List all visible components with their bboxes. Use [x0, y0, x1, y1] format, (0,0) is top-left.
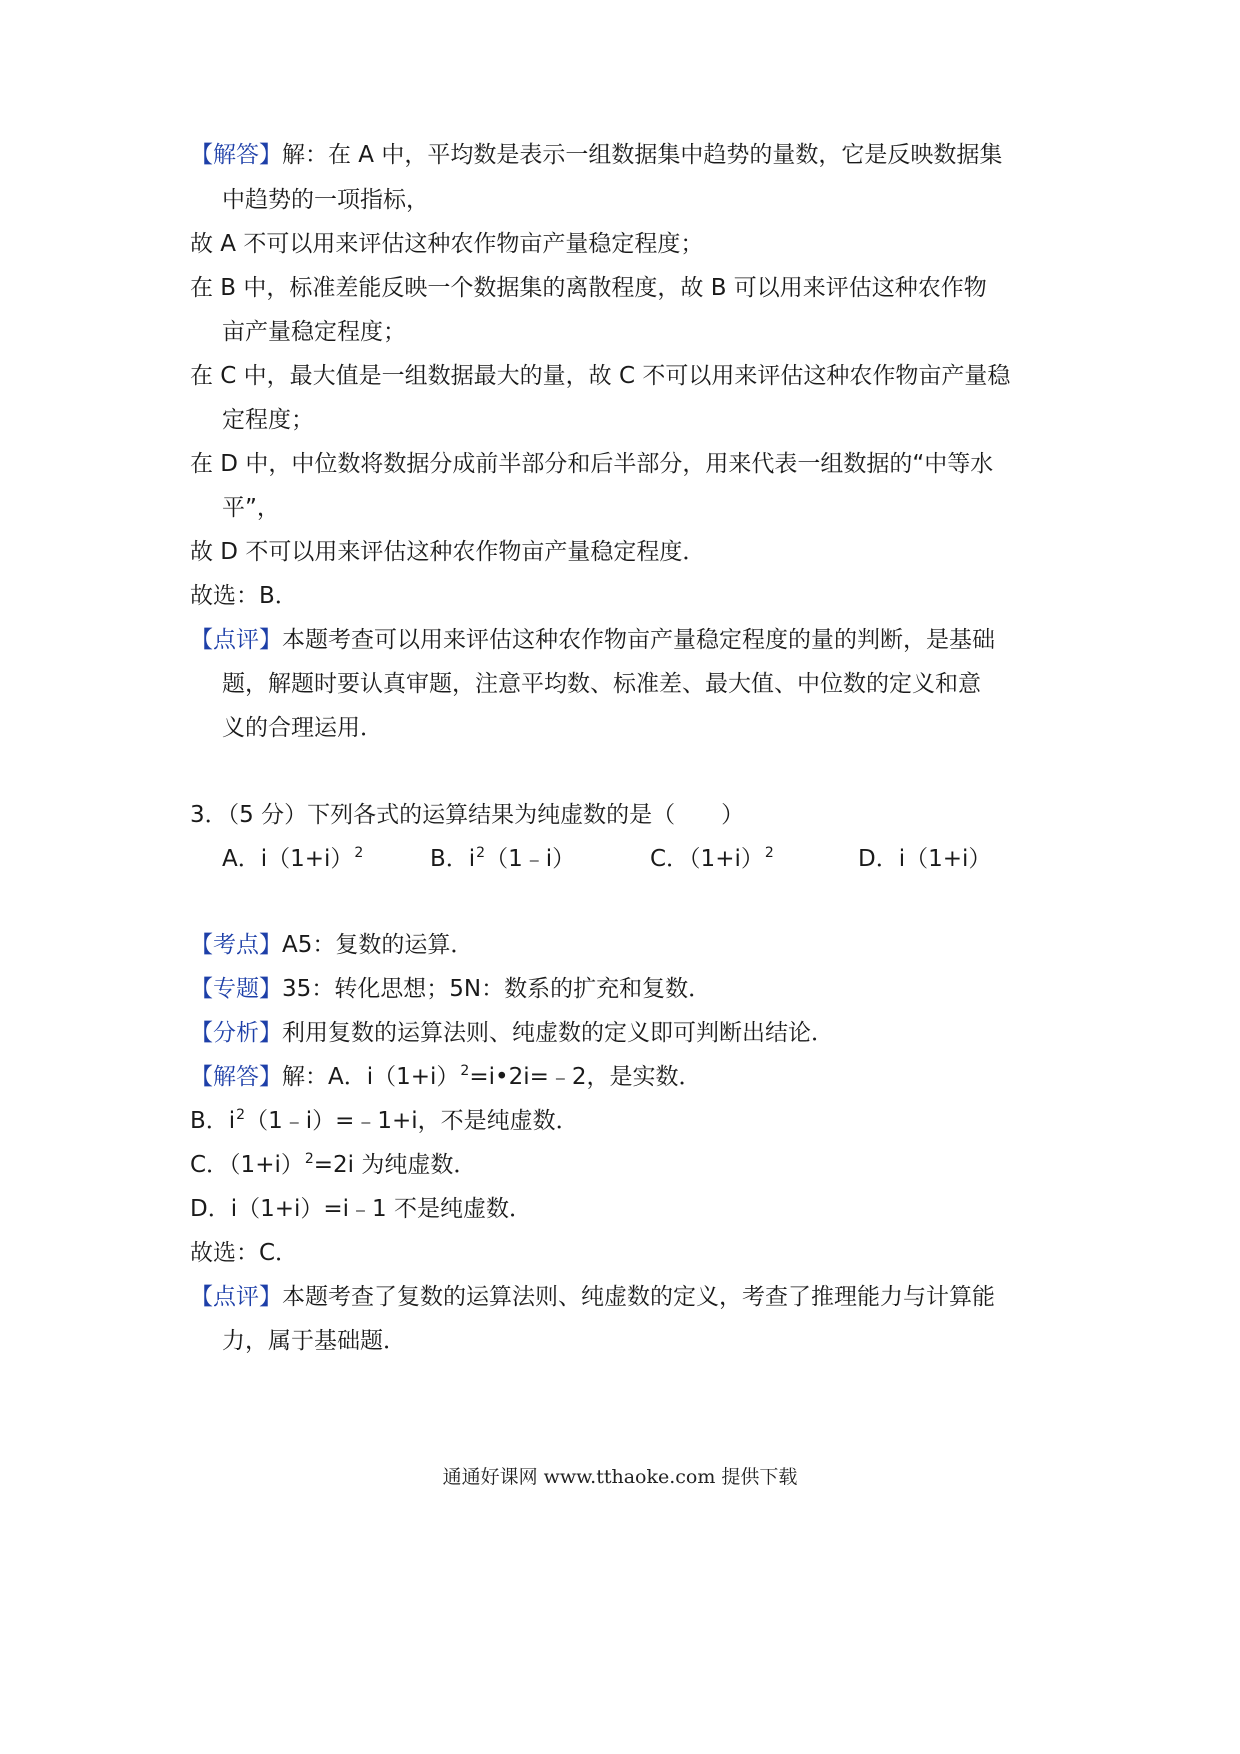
solution-text: B．i: [190, 1108, 236, 1134]
topic-tag: 【专题】: [190, 976, 282, 1002]
solution-text: C．（1+i）: [190, 1152, 304, 1178]
q3-option-a: [222, 844, 363, 874]
q3-comment-line-2: 力，属于基础题．: [222, 1328, 406, 1354]
q3-comment-line-1: [190, 1282, 995, 1312]
q3-solution-line-d: D．i（1+i）=i﹣1 不是纯虚数．: [190, 1196, 533, 1222]
q3-option-d: [858, 844, 992, 874]
solution-text: 解：A．i（1+i）: [282, 1064, 460, 1090]
option-text-rest: （1﹣i）: [485, 846, 576, 872]
q3-option-c: [650, 844, 774, 874]
solution-text-rest: （1﹣i）=﹣1+i，不是纯虚数．: [245, 1108, 579, 1134]
q3-choice: 故选：C．: [190, 1240, 299, 1266]
q3-option-b: [430, 844, 575, 874]
comment-tag: 【点评】: [190, 1284, 282, 1310]
q2-solution-line-2: 中趋势的一项指标，: [222, 187, 429, 213]
option-text: D．i（1+i）: [858, 846, 992, 872]
q3-point-line: [190, 930, 473, 960]
point-text: A5：复数的运算．: [282, 932, 474, 958]
option-text: B．i: [430, 846, 476, 872]
q2-comment-line-2: 题，解题时要认真审题，注意平均数、标准差、最大值、中位数的定义和意: [222, 671, 981, 697]
q3-solution-line-c: [190, 1150, 476, 1180]
topic-text: 35：转化思想；5N：数系的扩充和复数．: [282, 976, 712, 1002]
superscript: 2: [764, 845, 774, 861]
q3-analysis-line: [190, 1018, 834, 1048]
comment-text: 本题考查了复数的运算法则、纯虚数的定义，考查了推理能力与计算能: [282, 1284, 995, 1310]
q2-solution-line-10: 故 D 不可以用来评估这种农作物亩产量稳定程度．: [190, 539, 706, 565]
option-text: C．（1+i）: [650, 846, 764, 872]
analysis-text: 利用复数的运算法则、纯虚数的定义即可判断出结论．: [282, 1020, 834, 1046]
q2-solution-line-8: 在 D 中，中位数将数据分成前半部分和后半部分，用来代表一组数据的“中等水: [190, 451, 994, 477]
analysis-tag: 【分析】: [190, 1020, 282, 1046]
q3-solution-line-b: [190, 1106, 579, 1136]
q2-solution-line-7: 定程度；: [222, 407, 314, 433]
q2-choice: 故选：B．: [190, 583, 298, 609]
q2-solution-line-1: [190, 140, 1002, 170]
q2-solution-line-5: 亩产量稳定程度；: [222, 319, 406, 345]
solution-text-rest: =2i 为纯虚数．: [313, 1152, 477, 1178]
solution-text-rest: =i•2i=﹣2，是实数．: [469, 1064, 702, 1090]
point-tag: 【考点】: [190, 932, 282, 958]
q2-solution-line-3: 故 A 不可以用来评估这种农作物亩产量稳定程度；: [190, 231, 704, 257]
superscript: 2: [354, 845, 364, 861]
page-footer: 通通好课网 www.tthaoke.com 提供下载: [442, 1466, 798, 1488]
q2-solution-line-9: 平”，: [222, 495, 280, 521]
q2-comment-line-3: 义的合理运用．: [222, 715, 383, 741]
q2-comment-line-1: [190, 625, 995, 655]
option-text: A．i（1+i）: [222, 846, 354, 872]
q3-solution-line-a: [190, 1062, 702, 1092]
q2-solution-line-4: 在 B 中，标准差能反映一个数据集的离散程度，故 B 可以用来评估这种农作物: [190, 275, 987, 301]
q3-topic-line: [190, 974, 711, 1004]
superscript: 2: [476, 845, 486, 861]
superscript: 2: [236, 1107, 246, 1123]
superscript: 2: [304, 1151, 314, 1167]
comment-tag: 【点评】: [190, 627, 282, 653]
solution-text: 解：在 A 中，平均数是表示一组数据集中趋势的量数，它是反映数据集: [282, 142, 1003, 168]
superscript: 2: [460, 1063, 470, 1079]
q2-solution-line-6: 在 C 中，最大值是一组数据最大的量，故 C 不可以用来评估这种农作物亩产量稳: [190, 363, 1011, 389]
solution-tag: 【解答】: [190, 142, 282, 168]
q3-stem: 3．（5 分）下列各式的运算结果为纯虚数的是（ ）: [190, 802, 745, 828]
solution-tag: 【解答】: [190, 1064, 282, 1090]
comment-text: 本题考查可以用来评估这种农作物亩产量稳定程度的量的判断，是基础: [282, 627, 995, 653]
